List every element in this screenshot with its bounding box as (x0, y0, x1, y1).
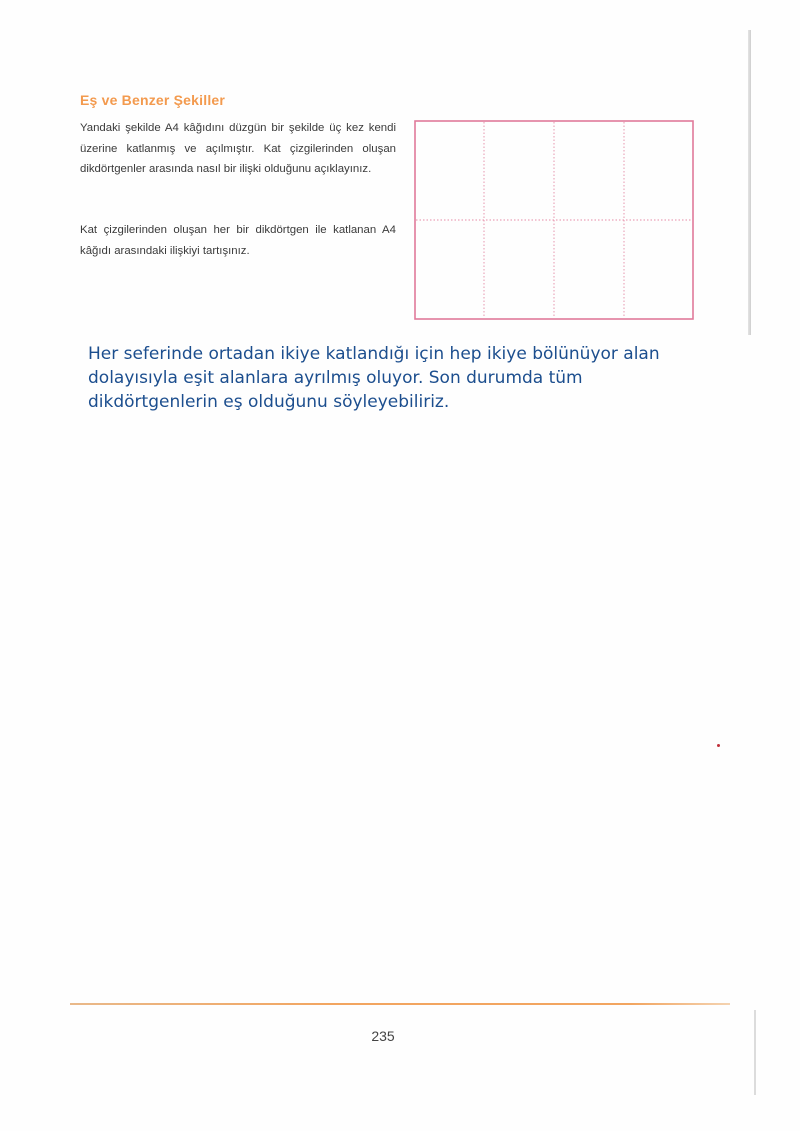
page-edge-shadow-bottom (754, 1010, 756, 1095)
page-number: 235 (371, 1028, 395, 1044)
question-paragraph-2: Kat çizgilerinden oluşan her bir dikdörtgen ile katlanan A4 kâğıdı arasındaki ilişkiyi tartışınız. (80, 224, 396, 257)
footer-divider (70, 1003, 730, 1005)
handwritten-answer: Her seferinde ortadan ikiye katlandığı için hep ikiye bölünüyor alan dolayısıyla eşit alanlara ayrılmış oluyor. Son durumda tüm dikdörtgenlerin eş olduğunu söyleyebiliriz. (88, 344, 660, 412)
ink-dot (717, 744, 720, 747)
fold-lines (416, 122, 692, 318)
folded-paper-figure (414, 120, 694, 320)
question-paragraph-1: Yandaki şekilde A4 kâğıdını düzgün bir şekilde üç kez kendi üzerine katlanmış ve açılmıştır. Kat çizgilerinden oluşan dikdörtgenler arasında nasıl bir ilişki olduğunu açıklayınız. (80, 122, 396, 175)
page-edge-shadow (748, 30, 751, 335)
section-title: Eş ve Benzer Şekiller (80, 92, 226, 108)
